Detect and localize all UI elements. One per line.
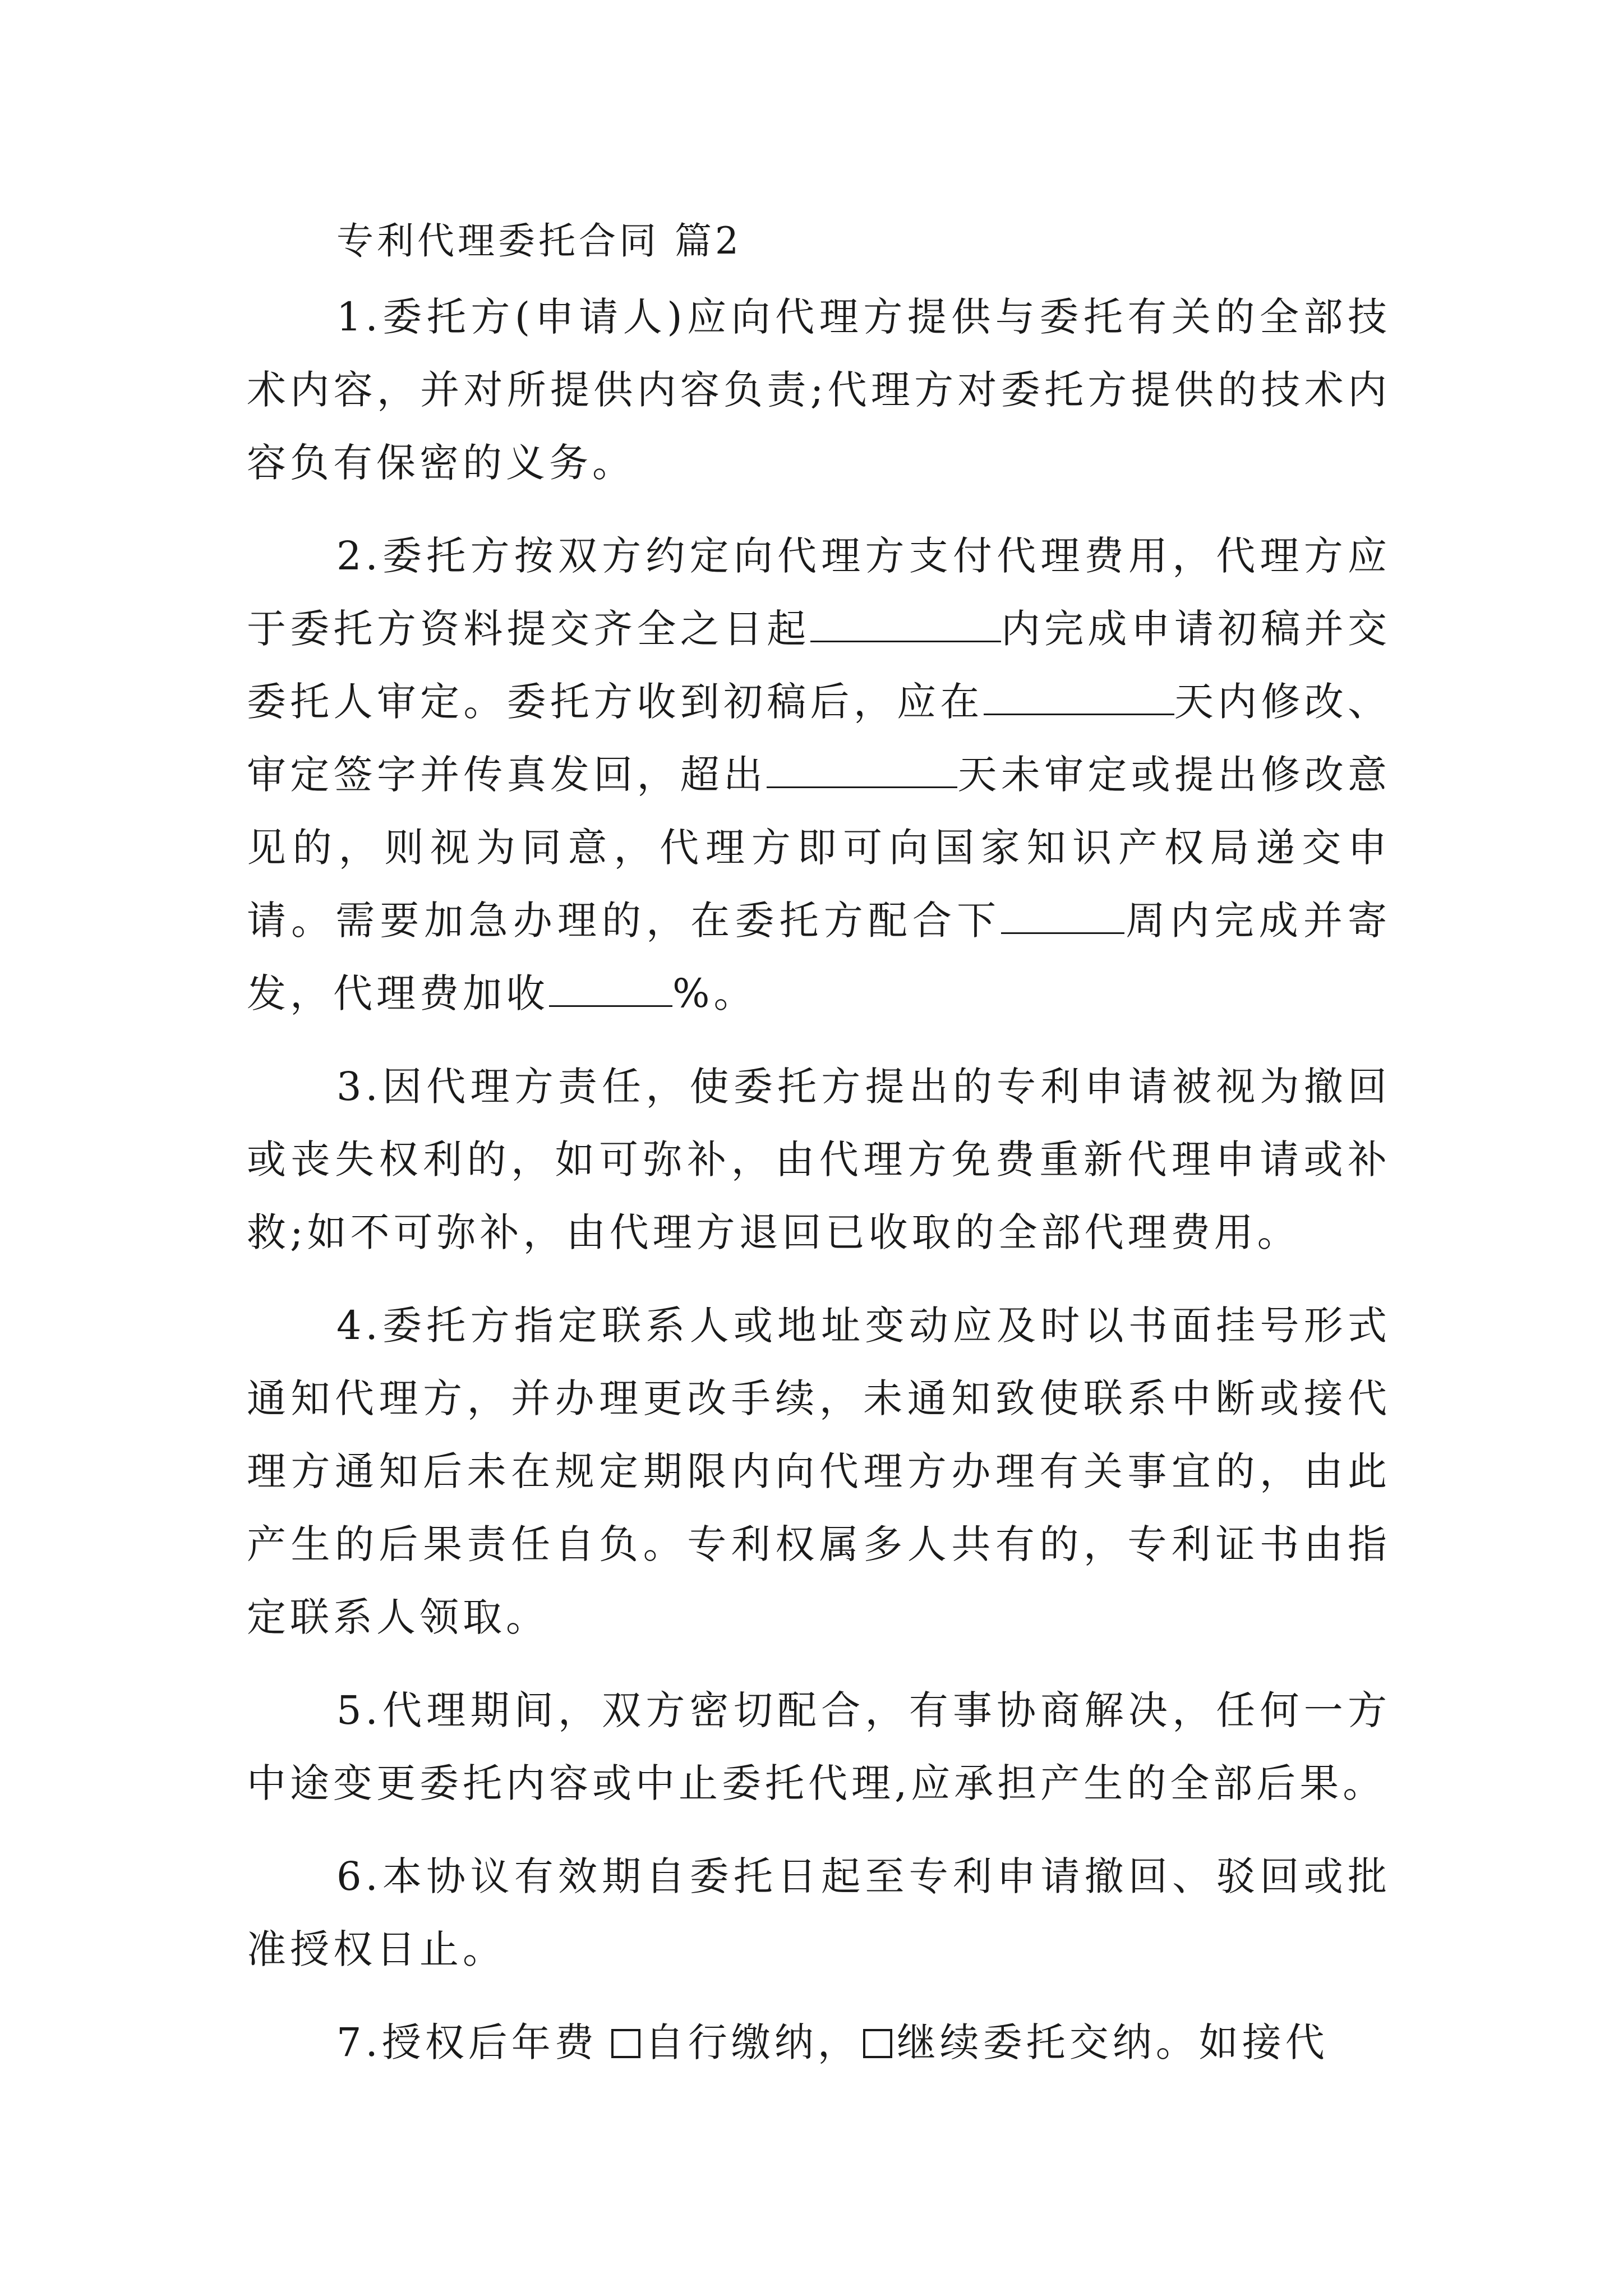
document-title: 专利代理委托合同 篇2 (336, 219, 742, 263)
clause-1: 1.委托方(申请人)应向代理方提供与委托有关的全部技术内容，并对所提供内容负责;代理方对委托方提供的技术内容负有保密的义务。 (247, 294, 1391, 486)
clause-2-text-c: 天内修改、审定签字并传真发回，超出 (247, 679, 1391, 798)
clause-3: 3.因代理方责任，使委托方提出的专利申请被视为撤回或丧失权利的，如可弥补，由代理方免费重新代理申请或补救;如不可弥补，由代理方退回已收取的全部代理费用。 (247, 1064, 1391, 1255)
clause-2-text-a: 2.委托方按双方约定向代理方支付代理费用，代理方应于委托方资料提交齐全之日起 (247, 533, 1391, 652)
clause-2-text-f: %。 (672, 970, 757, 1016)
clause-2-text-b: 内完成申请初稿并交委托人审定。委托方收到初稿后，应在 (247, 606, 1391, 725)
clause-2 (247, 519, 1391, 1030)
clause-7-text-a: 7.授权后年费 (336, 2019, 598, 2065)
clause-7-text-c: 继续委托交纳。如接代 (896, 2019, 1329, 2065)
document-body (247, 280, 1391, 2099)
checkbox-icon (863, 2029, 892, 2058)
clause-6: 6.本协议有效期自委托日起至专利申请撤回、驳回或批准授权日止。 (247, 1853, 1391, 1972)
checkbox-icon (611, 2029, 640, 2058)
clause-2-text-e: 周内完成并寄发，代理费加收 (247, 898, 1391, 1016)
fill-blank (984, 674, 1174, 715)
fill-blank (1001, 893, 1124, 934)
clause-5: 5.代理期间，双方密切配合，有事协商解决，任何一方中途变更委托内容或中止委托代理,应承担产生的全部后果。 (247, 1687, 1391, 1806)
fill-blank (810, 601, 1001, 642)
clause-7 (247, 2006, 1391, 2079)
fill-blank (767, 747, 957, 788)
fill-blank (549, 966, 672, 1007)
clause-4: 4.委托方指定联系人或地址变动应及时以书面挂号形式通知代理方，并办理更改手续，未通知致使联系中断或接代理方通知后未在规定期限内向代理方办理有关事宜的，由此产生的后果责任自负。专利权属多人共有的，专利证书由指定联系人领取。 (247, 1303, 1391, 1640)
clause-7-text-b: 自行缴纳， (644, 2019, 861, 2065)
clause-2-text-d: 天未审定或提出修改意见的，则视为同意，代理方即可向国家知识产权局递交申请。需要加急办理的，在委托方配合下 (247, 752, 1391, 944)
